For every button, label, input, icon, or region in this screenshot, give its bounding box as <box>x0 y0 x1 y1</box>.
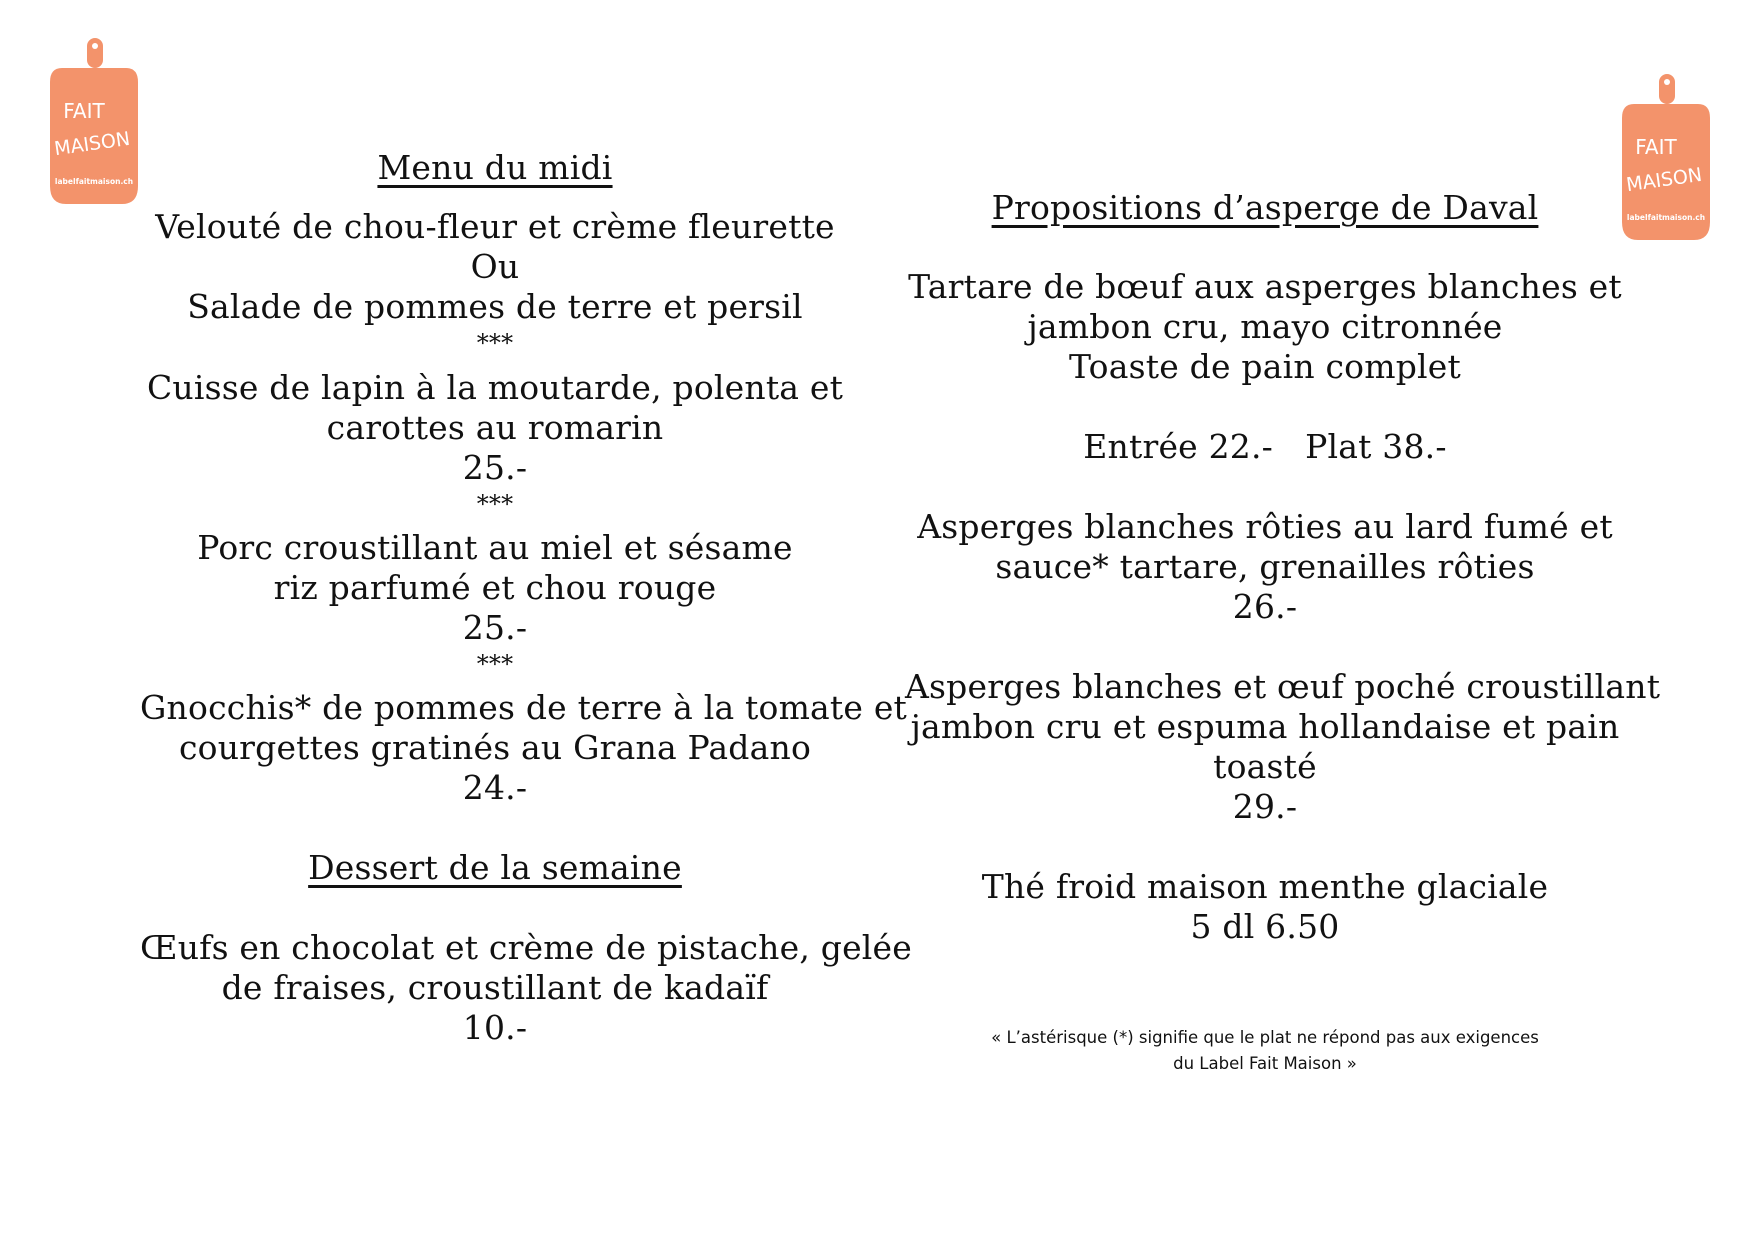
starter-line: Ou <box>470 247 520 286</box>
dish-line: courgettes gratinés au Grana Padano <box>178 728 812 767</box>
asperge-line: toasté <box>1213 747 1317 786</box>
asperge-line: Asperges blanches et œuf poché croustillant <box>905 667 1661 706</box>
asperge-price: 26.- <box>1232 587 1298 626</box>
dish-line: riz parfumé et chou rouge <box>273 568 717 607</box>
dessert-line: de fraises, croustillant de kadaïf <box>221 968 769 1007</box>
separator: *** <box>476 490 514 518</box>
dessert-title: Dessert de la semaine <box>308 848 682 887</box>
separator: *** <box>476 650 514 678</box>
dish-line: carottes au romarin <box>326 408 664 447</box>
drink-line: Thé froid maison menthe glaciale <box>981 867 1549 906</box>
dish-line: Gnocchis* de pommes de terre à la tomate et <box>140 688 908 727</box>
logo-url: labelfaitmaison.ch <box>54 177 134 186</box>
dish-line: Cuisse de lapin à la moutarde, polenta et <box>146 368 844 407</box>
logo-line1: FAIT <box>1635 135 1677 159</box>
dish-line: Porc croustillant au miel et sésame <box>197 528 793 567</box>
logo-line2: MAISON <box>1624 163 1704 197</box>
separator: *** <box>476 329 514 357</box>
cutting-board-icon <box>1620 74 1712 242</box>
cutting-board-icon <box>48 38 140 206</box>
starter-line: Velouté de chou-fleur et crème fleurette <box>155 207 835 246</box>
asperge-line: jambon cru et espuma hollandaise et pain <box>910 707 1620 746</box>
dish-price: 24.- <box>462 768 528 807</box>
asperge-line: Asperges blanches rôties au lard fumé et <box>917 507 1613 546</box>
fait-maison-logo-right <box>1620 74 1712 242</box>
dish-price: 25.- <box>462 448 528 487</box>
asperge-line: sauce* tartare, grenailles rôties <box>995 547 1535 586</box>
fait-maison-logo <box>48 38 140 206</box>
footnote-line: du Label Fait Maison » <box>1173 1054 1357 1073</box>
footnote-line: « L’astérisque (*) signifie que le plat ne répond pas aux exigences <box>991 1028 1539 1047</box>
dessert-price: 10.- <box>462 1008 528 1047</box>
logo-line2: MAISON <box>52 127 132 161</box>
starter-line: Salade de pommes de terre et persil <box>187 287 803 326</box>
asperge-line: Tartare de bœuf aux asperges blanches et <box>908 267 1622 306</box>
asperge-price: Entrée 22.- Plat 38.- <box>1083 427 1447 466</box>
asperge-line: jambon cru, mayo citronnée <box>1027 307 1503 346</box>
asperge-price: 29.- <box>1232 787 1298 826</box>
asperge-line: Toaste de pain complet <box>1069 347 1461 386</box>
dessert-line: Œufs en chocolat et crème de pistache, gelée <box>140 928 913 967</box>
menu-midi-title: Menu du midi <box>377 148 613 187</box>
logo-line1: FAIT <box>63 99 105 123</box>
dish-price: 25.- <box>462 608 528 647</box>
asperges-title: Propositions d’asperge de Daval <box>991 188 1539 227</box>
drink-price: 5 dl 6.50 <box>1190 907 1340 946</box>
logo-url: labelfaitmaison.ch <box>1626 213 1706 222</box>
